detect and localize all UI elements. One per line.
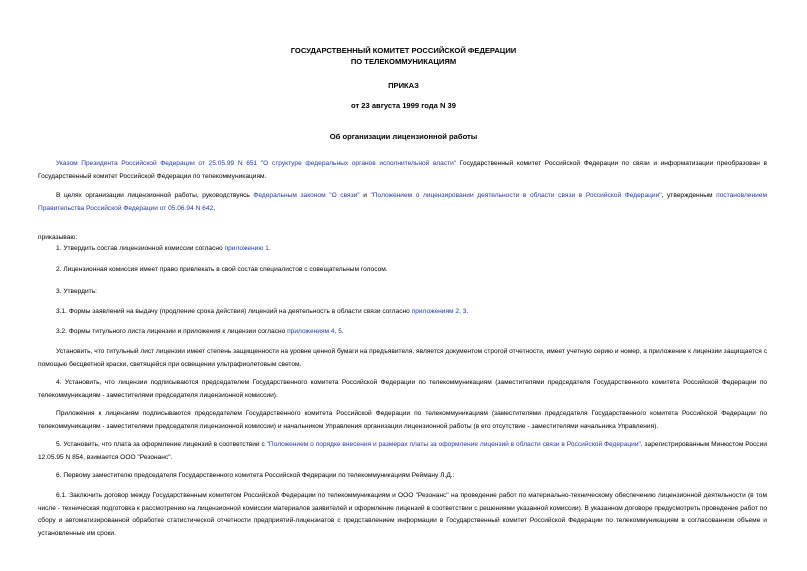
link-appendices-2-3[interactable]: приложениям 2, 3	[411, 308, 467, 315]
org-name-line1: ГОСУДАРСТВЕННЫЙ КОМИТЕТ РОССИЙСКОЙ ФЕДЕРАЦИИ	[290, 46, 517, 55]
paragraph-item-6: 6. Первому заместителю председателя Государственного комитета Российской Федерации по телекоммуникациям Рейману Л.Д.:	[56, 472, 455, 479]
paragraph-item-6-1: 6.1. Заключить договор между Государственным комитетом Российской Федерации по телекоммуникациям и ООО "Резонанс" на проведение работ по материально-техническому обеспечению лицензионной деятельности (в том числе - техническая подготовка к рассмотрению на лицензионной комиссии материалов заявителей и оформление лицензий в соответствии с решениями указанной комиссии). В указанном договоре предусмотреть проведение работ по сбору и автоматизированной обработке статистической отчетности предприятий-лицензиатов с представлением информации в Государственный комитет Российской Федерации по телекоммуникациям в согласованном объеме и установленные им сроки.	[38, 492, 767, 537]
paragraph-appendix-signing: Приложения к лицензиям подписываются председателем Государственного комитета Российской Федерации по телекоммуникациям (заместителями председателя Государственного комитета Российской Федерации по телекоммуникациям - заместителями председателя лицензионной комиссии) и начальником Управления организации лицензионной работы (в его отсутствие - заместителями начальника Управления).	[38, 410, 767, 430]
org-name-line2: ПО ТЕЛЕКОММУНИКАЦИЯМ	[350, 57, 457, 66]
link-licensing-regulation[interactable]: "Положением о лицензировании деятельности в области связи в Российской Федерации"	[370, 192, 662, 199]
paragraph-order-intro: приказываю:	[38, 234, 78, 241]
link-appendix-1[interactable]: приложению 1	[224, 245, 269, 252]
paragraph-item-5: 5. Установить, что плата за оформление лицензий в соответствии с "Положением о порядке внесения и размерах платы за оформление лицензий в области связи в Российской Федерации", зарегистрированным Минюстом России 12.05.95 N 854, взимается ООО "Резонанс".	[38, 441, 767, 461]
paragraph-item-3: 3. Утвердить:	[56, 288, 97, 295]
paragraph-item-1: 1. Утвердить состав лицензионной комиссии согласно приложению 1.	[56, 245, 271, 252]
link-presidential-decree[interactable]: Указом Президента Российской Федерации от 25.05.99 N 651 "О структуре федеральных органов исполнительной власти"	[56, 160, 457, 167]
doc-subject: Об организации лицензионной работы	[329, 132, 478, 141]
paragraph-license-protection: Установить, что титульный лист лицензии имеет степень защищенности на уровне ценной бумаги на предъявителя, является документом строгой отчетности, имеет учетную серию и номер, а приложение к лицензии защищается с помощью бесцветной краски, светящейся при освещении ультрафиолетовым светом.	[38, 348, 767, 368]
paragraph-item-4: 4. Установить, что лицензии подписываются председателем Государственного комитета Российской Федерации по телекоммуникациям (заместителями председателя Государственного комитета Российской Федерации по телекоммуникациям - заместителями председателя лицензионной комиссии).	[38, 379, 767, 399]
doc-type: ПРИКАЗ	[388, 81, 419, 90]
paragraph-item-2: 2. Лицензионная комиссия имеет право привлекать в свой состав специалистов с совещательным голосом.	[56, 266, 388, 273]
link-appendices-4-5[interactable]: приложениям 4, 5	[287, 328, 342, 335]
link-fee-regulation[interactable]: "Положением о порядке внесения и размерах платы за оформление лицензий в области связи в Российской Федерации"	[266, 441, 641, 448]
paragraph-preamble-2: В целях организации лицензионной работы, руководствуясь Федеральным законом "О связи" и "Положением о лицензировании деятельности в области связи в Российской Федерации", утвержденным постановлением Правительства Российской Федерации от 05.06.94 N 642,	[38, 192, 767, 212]
paragraph-item-3-2: 3.2. Формы титульного листа лицензии и приложения к лицензии согласно приложениям 4, 5.	[56, 328, 344, 335]
link-federal-law-communications[interactable]: Федеральным законом "О связи"	[253, 192, 360, 199]
doc-date-number: от 23 августа 1999 года N 39	[351, 101, 456, 110]
paragraph-preamble-1: Указом Президента Российской Федерации от 25.05.99 N 651 "О структуре федеральных органов исполнительной власти" Государственный комитет Российской Федерации по связи и информатизации преобразован в Государственный комитет Российской Федерации по телекоммуникациям.	[38, 160, 767, 180]
paragraph-item-3-1: 3.1. Формы заявлений на выдачу (продление срока действия) лицензий на деятельность в области связи согласно приложениям 2, 3.	[56, 308, 469, 315]
link-government-resolution[interactable]: постановлением Правительства Российской Федерации от 05.06.94 N 642	[38, 192, 767, 212]
